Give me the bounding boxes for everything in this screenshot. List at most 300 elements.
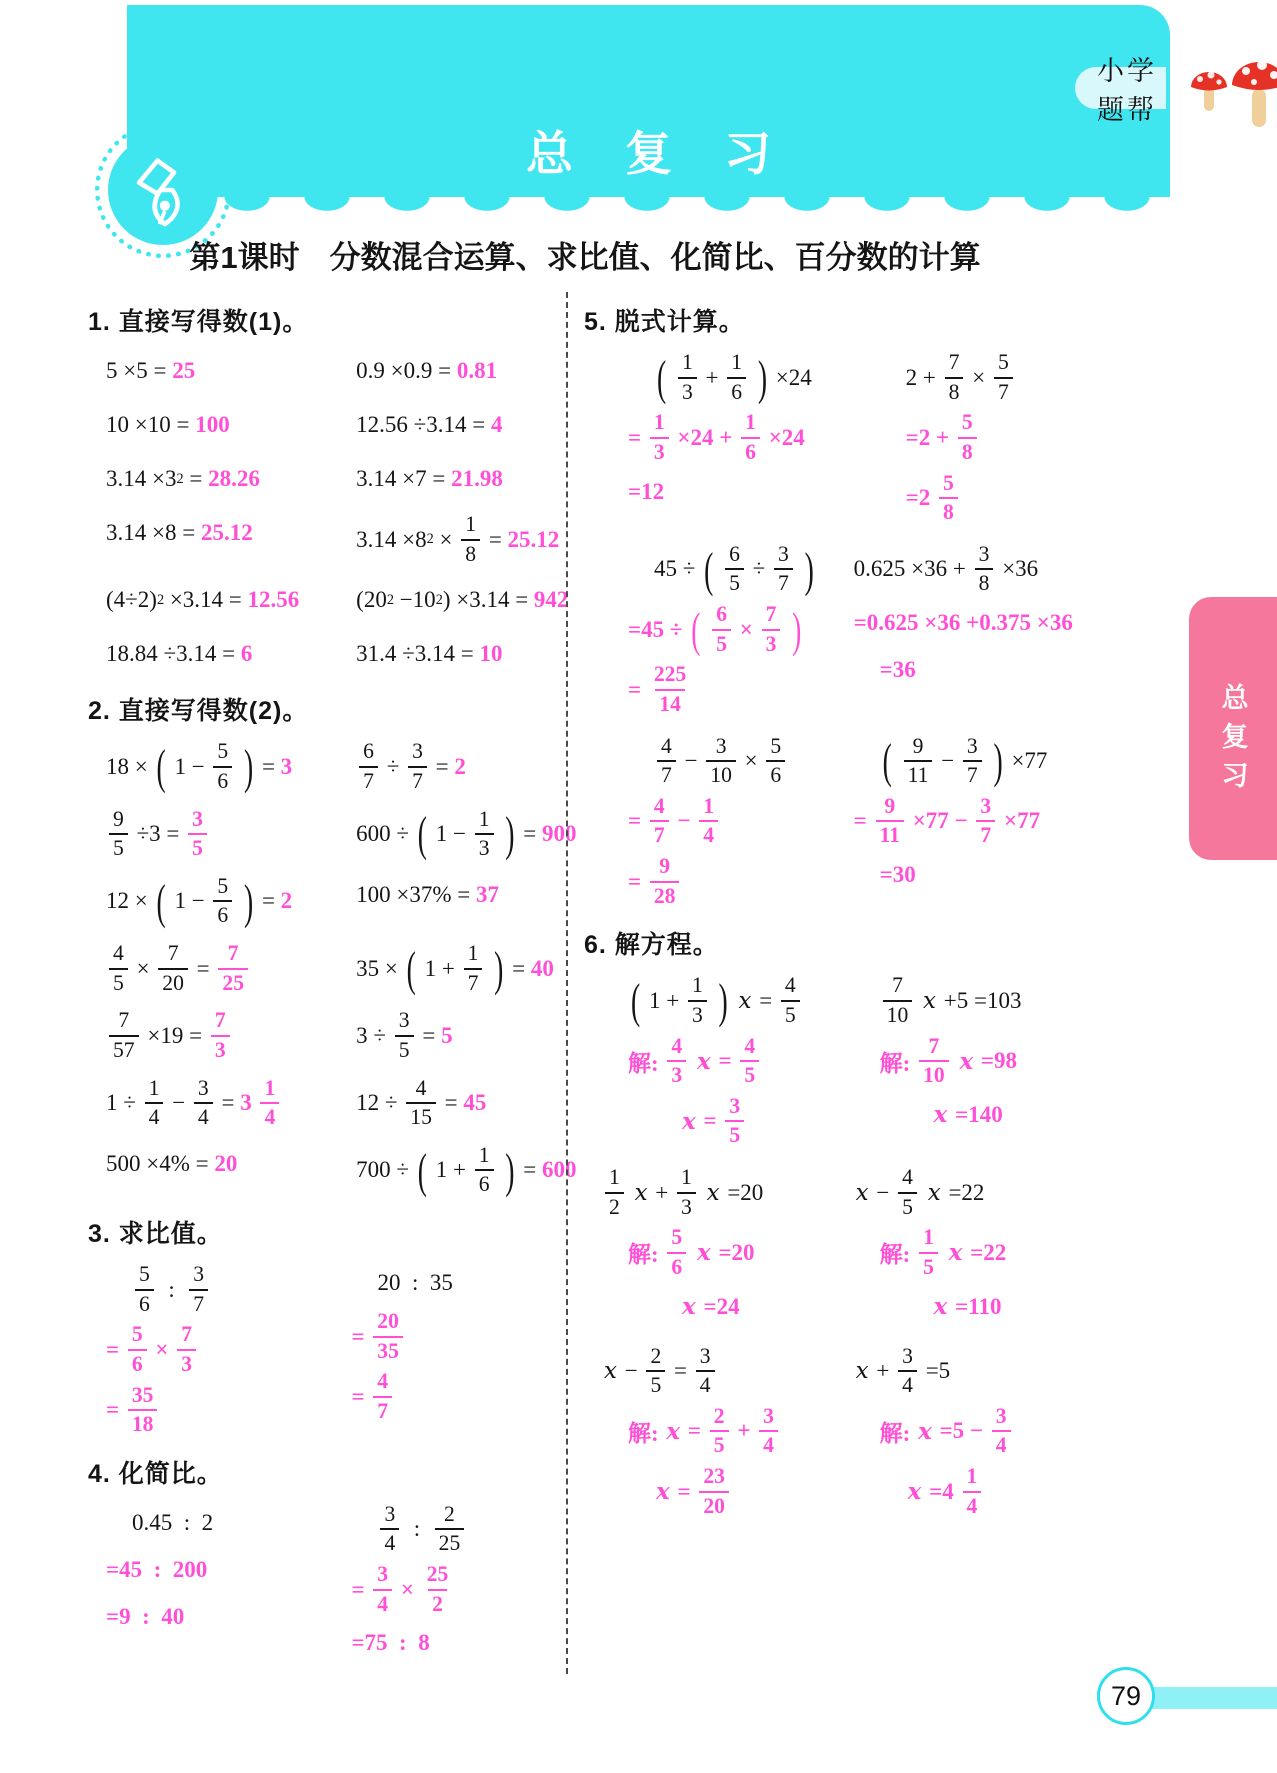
fraction-numerator: 225 [653,662,687,687]
math-text: =5 [919,1358,951,1384]
fraction [725,1095,744,1148]
math-text: 5 ×5 = [106,358,173,383]
math-text: 3.14 ×8 = [106,520,201,545]
math-text: 37 [476,881,500,907]
math-text: =75 : 8 [351,1630,430,1656]
math-text: = [753,987,778,1013]
problem-row [88,452,560,506]
fraction [650,855,680,908]
math-text: = [517,821,542,847]
math-text: − [618,1358,644,1384]
math-line [602,795,836,848]
fraction [898,1166,917,1219]
fraction-numerator: 1 [653,410,665,435]
fraction [475,808,494,861]
fraction-numerator: 9 [912,733,924,758]
fraction [727,351,746,404]
math-line [351,1370,560,1423]
math-text: =20 [712,1239,755,1265]
fraction-denominator: 4 [992,1430,1011,1458]
math-text: = [506,955,531,981]
problem-row [88,935,560,1002]
fraction-denominator: 8 [975,568,994,596]
page-title: 总复习 [526,127,823,180]
fraction-denominator: 7 [657,760,676,788]
fraction-numerator: 4 [113,941,124,965]
fraction-numerator: 3 [778,541,789,566]
math-text: 10 ×10 = [106,412,196,437]
math-text: : [402,1516,432,1542]
problem-cell [584,967,836,1155]
fraction [898,1345,917,1398]
fraction [975,543,994,596]
math-text: × [395,1576,420,1602]
fraction-numerator: 5 [139,1262,150,1286]
fraction-denominator: 11 [876,820,904,848]
math-text: ×24 + [671,424,739,450]
math-line [602,472,836,512]
fraction [380,1503,399,1556]
fraction [781,974,800,1027]
section-heading: 6. 解方程。 [584,931,719,960]
math-line [106,405,338,445]
math-text: ÷ [746,556,772,582]
math-line [602,855,836,908]
page-number-badge [1097,1667,1155,1725]
fraction [958,411,977,464]
fraction [109,1009,139,1062]
problem-cell [338,1002,560,1069]
math-line [356,806,577,861]
problem-cell [584,344,836,532]
fraction [696,1345,715,1398]
fraction-numerator: 4 [415,1075,427,1100]
math-text: (4÷2) [106,587,157,613]
problem-cell [88,506,338,573]
math-line [602,1095,836,1148]
fraction [650,795,669,848]
tall-paren: ( [156,873,166,928]
fraction [766,735,785,788]
fraction-numerator: 1 [478,1142,490,1167]
math-text: × [433,526,459,552]
math-text: 12.56 [247,587,300,613]
fraction-numerator: 3 [902,1343,913,1368]
tall-paren: ) [505,806,515,861]
fraction-denominator: 2 [428,1589,447,1617]
math-text: − [166,1090,191,1116]
math-text: ÷ [380,753,406,779]
problem-cell [88,935,338,1002]
math-text [710,988,716,1014]
fraction [945,351,964,404]
math-line [602,411,836,464]
fraction-numerator: 1 [923,1225,934,1250]
math-text: 10 [479,641,503,667]
math-line [602,1287,836,1327]
math-text: =22 [942,1179,985,1205]
variable-x: x [706,1179,720,1206]
fraction [688,974,707,1027]
math-line [854,855,1068,895]
math-text: 45 ÷ [654,556,702,582]
math-text [985,748,991,774]
math-text: 6 [240,641,253,667]
math-text: − [671,808,697,834]
fraction-denominator: 7 [408,766,427,794]
fraction-numerator: 2 [713,1403,725,1428]
fraction-numerator: 1 [745,410,756,435]
fraction [712,603,731,656]
fraction-numerator: 7 [181,1322,193,1347]
problem-cell [338,733,560,800]
problem-cell [338,573,569,627]
math-line [106,1323,333,1376]
problem-row [88,1002,560,1069]
problem-cell [88,1256,333,1444]
math-text: 100 [195,412,230,437]
fraction-denominator: 3 [667,1060,686,1088]
fraction [177,1323,196,1376]
math-text: = [628,868,647,894]
problem-row [88,344,560,398]
problem-cell [88,1496,333,1671]
problem-row [584,967,1068,1155]
fraction-denominator: 7 [650,820,669,848]
math-text: ÷3 = [130,821,186,847]
math-line [854,472,1068,525]
footer-bar [1134,1687,1277,1709]
math-line [106,459,338,499]
variable-x: x [933,1101,948,1129]
fraction-numerator: 1 [465,512,477,536]
superscript: 2 [386,592,394,609]
math-text: 12 ÷ [356,1090,404,1116]
math-text: 3.14 ×8 [356,526,427,552]
fraction-numerator: 35 [131,1382,154,1407]
math-text: 20 : 35 [377,1270,453,1295]
fraction-numerator: 7 [118,1008,130,1033]
problem-cell [338,801,577,868]
variable-x: x [738,987,752,1014]
math-line [854,1405,1068,1458]
fraction [976,795,995,848]
math-line [106,1597,333,1637]
math-line [854,1287,1068,1327]
math-text: × [130,955,156,981]
tall-paren: ) [993,733,1003,788]
fraction-denominator: 3 [688,1000,707,1028]
math-line [351,1263,560,1303]
math-text: 1 + [429,1157,472,1183]
fraction-numerator: 1 [609,1165,620,1189]
math-text: − [678,748,704,774]
fraction-denominator: 5 [710,1430,729,1458]
problem-cell [836,967,1068,1155]
math-line [351,1503,560,1556]
math-line [106,351,338,391]
math-line [356,351,560,391]
math-text: ×24 [770,364,812,390]
fraction [759,1405,778,1458]
variable-x: x [696,1239,711,1267]
fraction-denominator: 5 [781,1000,800,1028]
fraction-numerator: 20 [377,1309,399,1333]
fraction [650,663,690,716]
math-line [854,974,1068,1027]
fraction-numerator: 4 [653,793,665,818]
variable-x: x [666,1417,681,1445]
problem-cell [836,1159,1068,1334]
fraction-denominator: 3 [650,437,669,465]
math-text: = [183,466,209,491]
math-text: 25.12 [507,526,560,552]
fraction [194,1077,213,1130]
fraction-numerator: 4 [377,1369,389,1394]
fraction-denominator: 20 [158,968,188,996]
problem-row [88,627,560,681]
fraction-denominator: 4 [373,1589,392,1617]
fraction-denominator: 25 [218,968,248,996]
math-line [854,1226,1068,1279]
fraction-denominator: 20 [699,1491,729,1519]
tall-paren: ( [417,1142,427,1197]
math-line [356,740,560,793]
variable-x: x [933,1293,948,1320]
fraction [963,735,982,788]
fraction [699,795,718,848]
math-line [356,942,560,995]
fraction [435,1503,465,1556]
math-text: =0.625 ×36 +0.375 ×36 [853,610,1073,635]
math-text: + [699,364,725,390]
math-line [106,580,338,620]
fraction-denominator: 6 [741,437,760,465]
math-text: 45 [463,1090,487,1116]
problem-row [88,506,560,573]
fraction-denominator: 6 [128,1349,147,1377]
tall-paren: ( [631,973,641,1028]
math-text: 100 ×37% = [356,881,477,907]
problem-cell [836,1338,1068,1526]
math-text [669,365,675,391]
section-heading: 1. 直接写得数(1)。 [88,308,309,336]
tall-paren: ) [757,349,768,405]
fraction-numerator: 5 [217,873,229,898]
math-line [106,513,338,553]
math-text: × [734,616,759,642]
problem-cell [88,627,338,681]
fraction-numerator: 6 [363,739,374,764]
fraction-denominator: 10 [883,1000,913,1028]
math-text [716,556,722,582]
fraction [650,411,669,464]
math-line [356,1009,560,1062]
math-text: =24 [697,1293,740,1319]
fraction [762,603,781,656]
tall-paren: ) [494,940,504,996]
fraction-denominator: 57 [109,1035,139,1063]
fraction-denominator: 3 [678,377,697,405]
fraction-numerator: 2 [650,1343,662,1368]
fraction [919,1226,938,1279]
fraction-denominator: 4 [699,820,718,848]
math-text: =2 [905,485,937,511]
math-text: 25 [172,358,196,383]
fraction-numerator: 5 [943,470,954,495]
math-text: 3 [240,1090,258,1116]
math-text: ×77 [998,808,1041,834]
fraction-numerator: 5 [770,733,782,758]
math-text: 解: [628,1242,665,1268]
fraction-numerator: 7 [892,973,903,998]
math-line [854,795,1068,848]
math-text: +5 =103 [938,987,1022,1013]
fraction-numerator: 7 [928,1033,940,1058]
math-text [497,1157,503,1183]
fraction-denominator: 7 [189,1289,208,1317]
fraction [939,472,958,525]
fraction-denominator: 10 [919,1060,949,1088]
variable-x: x [959,1047,974,1075]
problem-cell [338,398,560,452]
variable-x: x [907,1478,922,1506]
brand-pill [1075,56,1166,125]
fraction-numerator: 7 [167,941,179,965]
fraction-denominator: 8 [461,539,480,567]
math-text: 1 + [643,987,685,1013]
problem-cell [88,1002,338,1069]
fraction-denominator: 7 [976,820,995,848]
fraction-numerator: 3 [377,1562,389,1586]
fraction [373,1370,392,1423]
problem-cell [88,573,338,627]
section-heading: 2. 直接写得数(2)。 [88,697,309,726]
math-text: × [149,1336,175,1362]
math-line [106,634,338,674]
math-line [356,1077,560,1130]
fraction [667,1226,686,1279]
problem-row [88,1137,577,1204]
math-text: 18 × [106,753,154,779]
fraction-denominator: 10 [706,760,736,788]
lesson-heading [90,232,1080,277]
math-line [106,1550,333,1590]
fraction-numerator: 9 [659,854,671,878]
fraction-numerator: 3 [384,1501,396,1526]
problem-cell [338,1070,560,1137]
math-line [602,351,836,404]
fraction-numerator: 3 [197,1075,209,1100]
math-text: = [682,1418,707,1444]
math-line [602,1226,836,1279]
fraction-denominator: 5 [188,833,207,861]
fraction-denominator: 6 [135,1289,154,1317]
fraction-denominator: 4 [380,1528,399,1556]
fraction [128,1323,147,1376]
math-text: 942 [533,587,569,613]
math-text: 12 × [106,888,154,914]
fraction [883,974,913,1027]
fraction-numerator: 6 [716,602,727,626]
fraction [699,1465,729,1518]
math-text: =45 : 200 [106,1556,208,1582]
math-text: 600 ÷ [356,821,415,847]
fraction-numerator: 7 [214,1008,226,1033]
fraction-denominator: 5 [646,1370,665,1398]
fraction [677,1166,696,1219]
tall-paren: ) [792,601,802,657]
fraction [904,735,933,788]
fraction-numerator: 4 [902,1165,913,1189]
math-text: ×19 = [141,1022,208,1048]
problem-cell [836,536,1073,724]
fraction-numerator: 1 [478,806,490,831]
math-text: 解: [879,1420,917,1446]
math-line [602,1345,836,1398]
variable-x: x [604,1358,617,1385]
banner [127,5,1170,197]
math-text [749,365,755,391]
fraction-denominator: 7 [994,377,1013,405]
problem-row [584,1338,1068,1526]
fraction [128,1384,158,1437]
fraction-denominator: 4 [759,1430,778,1458]
math-text: =12 [628,478,665,504]
math-text: × [738,748,764,774]
brand-label: 小学题帮 [1097,56,1157,125]
fraction-numerator: 4 [661,733,672,758]
math-text: × [966,364,991,390]
fraction [475,1144,494,1197]
math-text: ×77 − [906,808,974,834]
variable-x: x [927,1179,941,1206]
variable-x: x [855,1179,869,1206]
math-text: =4 [923,1478,960,1504]
problem-cell [338,1137,577,1204]
fraction-denominator: 6 [213,766,232,794]
tall-paren: ) [243,873,254,928]
right-column [568,292,1073,1674]
fraction-denominator: 3 [177,1349,196,1377]
math-line [602,1405,836,1458]
fraction [706,735,736,788]
math-text: + [731,1418,757,1444]
problem-cell [88,398,338,452]
math-text: 25.12 [200,520,253,545]
fraction-numerator: 3 [192,806,203,831]
math-text: + [870,1358,896,1384]
math-text: = [628,424,647,450]
variable-x: x [682,1293,696,1320]
problem-columns [88,292,1073,1674]
problem-cell [88,1070,338,1137]
math-text: (20 [356,587,387,613]
fraction-denominator: 8 [945,377,964,405]
variable-x: x [855,1358,869,1385]
fraction-denominator: 6 [475,1169,494,1197]
math-line [854,735,1068,788]
fraction-denominator: 7 [373,1396,392,1424]
math-text: 31.4 ÷3.14 = [356,641,480,667]
fraction-numerator: 3 [966,733,978,758]
fraction [876,795,904,848]
problem-row [88,1256,560,1444]
problem-cell [333,1256,560,1444]
problem-cell [88,452,338,506]
math-line [351,1310,560,1363]
problem-row [88,868,560,935]
